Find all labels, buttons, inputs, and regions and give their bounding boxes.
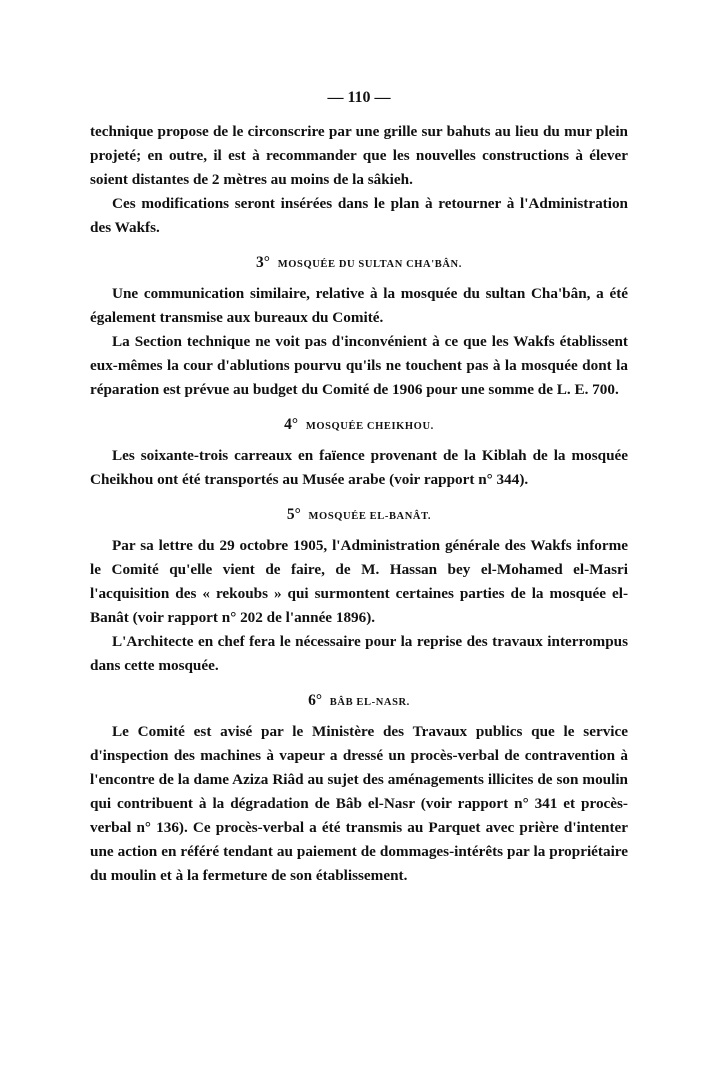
section-title: MOSQUÉE DU SULTAN CHA'BÂN.: [277, 259, 462, 270]
section-number: 4°: [284, 416, 299, 433]
section-heading-6: [90, 689, 628, 713]
section-number: 5°: [286, 506, 301, 523]
intro-paragraph-1: technique propose de le circonscrire par une grille sur bahuts au lieu du mur plein projeté; en outre, il est à recommander que les nouvelles constructions à élever soient distantes de 2 mètres au moins de la sâkieh.: [90, 123, 628, 188]
section-title: MOSQUÉE CHEIKHOU.: [305, 421, 434, 432]
section-heading-3: [90, 251, 628, 275]
section-heading-5: [90, 503, 628, 527]
section-heading-4: [90, 413, 628, 437]
section-4-paragraph-1: Les soixante-trois carreaux en faïence provenant de la Kiblah de la mosquée Cheikhou ont été transportés au Musée arabe (voir rapport n° 344).: [90, 447, 628, 488]
section-number: 3°: [256, 254, 270, 271]
section-number: 6°: [308, 692, 323, 709]
section-3-paragraph-2: La Section technique ne voit pas d'inconvénient à ce que les Wakfs établissent eux-mêmes la cour d'ablutions pourvu qu'ils ne touchent pas à la mosquée dont la réparation est prévue au budget du Comité de 1906 pour une somme de L. E. 700.: [90, 333, 628, 398]
page-number: — 110 —: [327, 89, 391, 106]
section-title: BÂB EL-NASR.: [329, 697, 410, 708]
intro-paragraph-2: Ces modifications seront insérées dans le plan à retourner à l'Administration des Wakfs.: [90, 195, 628, 236]
section-5-paragraph-1: Par sa lettre du 29 octobre 1905, l'Administration générale des Wakfs informe le Comité qu'elle vient de faire, de M. Hassan bey el-Mohamed el-Masri l'acquisition des « rekoubs » qui surmontent certaines parties de la mosquée el-Banât (voir rapport n° 202 de l'année 1896).: [90, 537, 628, 626]
document-page: [90, 86, 628, 888]
section-6-paragraph-1: Le Comité est avisé par le Ministère des Travaux publics que le service d'inspection des machines à vapeur a dressé un procès-verbal de contravention à l'encontre de la dame Aziza Riâd au sujet des aménagements illicites de son moulin qui contribuent à la dégradation de Bâb el-Nasr (voir rapport n° 341 et procès-verbal n° 136). Ce procès-verbal a été transmis au Parquet avec prière d'intenter une action en référé tendant au paiement de dommages-intérêts par la propriétaire du moulin et à la fermeture de son établissement.: [90, 723, 628, 884]
section-5-paragraph-2: L'Architecte en chef fera le nécessaire pour la reprise des travaux interrompus dans cette mosquée.: [90, 633, 628, 674]
section-title: MOSQUÉE EL-BANÂT.: [308, 511, 432, 522]
section-3-paragraph-1: Une communication similaire, relative à la mosquée du sultan Cha'bân, a été également transmise aux bureaux du Comité.: [90, 285, 628, 326]
